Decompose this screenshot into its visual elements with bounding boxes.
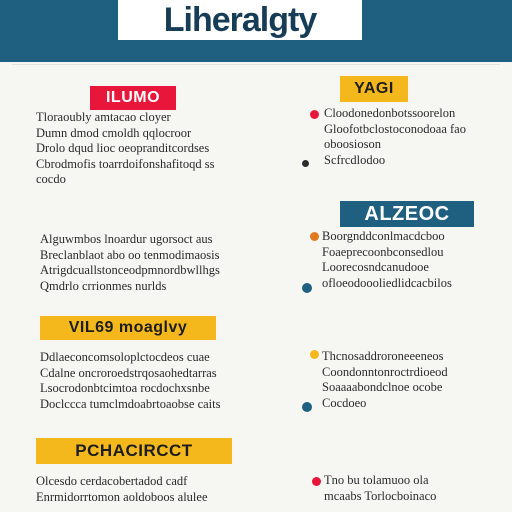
list-item: Thcnosaddroroneeeneos bbox=[322, 349, 444, 363]
list-item: Cocdoeo bbox=[322, 395, 367, 410]
bullet-dot bbox=[302, 402, 312, 412]
list-item: Soaaaabondclnoe ocobe bbox=[322, 380, 443, 394]
paragraph-line: Atrigdcuallstonceodpmnordbwllhgs bbox=[40, 263, 220, 277]
paragraph-line: Cdalne oncroroedstrqosaohedtarras bbox=[40, 365, 217, 380]
paragraph-3 bbox=[40, 350, 280, 412]
bullet-dot bbox=[310, 232, 319, 241]
paragraph-line: Enrmidorrtomon aoldoboos alulee bbox=[36, 489, 208, 504]
paragraph-line: cocdo bbox=[36, 172, 66, 186]
section-tag-blue: ALZEOC bbox=[340, 201, 474, 227]
list-item: Coondonntonroctrdioeod bbox=[322, 364, 448, 379]
bullet-dot bbox=[312, 477, 321, 486]
paragraph-line: Doclccca tumclmdoabrtoaobse caits bbox=[40, 396, 221, 411]
bullet-list-2 bbox=[322, 229, 504, 291]
header-bar bbox=[0, 0, 512, 62]
list-item: oboosioson bbox=[324, 137, 381, 151]
divider bbox=[12, 64, 500, 65]
section-tag-yellow-2: PCHACIRCCT bbox=[36, 438, 232, 464]
list-item: ofloeodoooliedlidcacbilos bbox=[322, 275, 452, 290]
section-tag-yellow-right: YAGI bbox=[340, 76, 408, 102]
page-title: Liheralgty bbox=[163, 1, 317, 39]
section-tag-yellow: VIL69 moaglvy bbox=[40, 316, 216, 340]
list-item: Gloofotbclostoconodoaa fao bbox=[324, 121, 466, 136]
list-item: Scfrcdlodoo bbox=[324, 152, 386, 167]
title-box bbox=[118, 0, 362, 40]
bullet-list-1 bbox=[324, 106, 504, 168]
bullet-dot bbox=[310, 350, 319, 359]
paragraph-line: Alguwmbos lnoardur ugorsoct aus bbox=[40, 232, 213, 246]
paragraph-line: Lsocrodonbtcimtoa rocdochxsnbe bbox=[40, 381, 210, 395]
paragraph-1 bbox=[36, 110, 276, 188]
list-item: Tno bu tolamuoo ola bbox=[324, 473, 429, 487]
list-item: Cloodonedonbotssoorelon bbox=[324, 106, 456, 120]
paragraph-line: Olcesdo cerdacobertadod cadf bbox=[36, 474, 188, 488]
bullet-dot bbox=[302, 160, 309, 167]
paragraph-line: Cbrodmofis toarrdoifonshafitoqd ss bbox=[36, 156, 215, 171]
paragraph-line: Qmdrlo crrionmes nurlds bbox=[40, 278, 167, 293]
list-item: mcaabs Torlocboinaco bbox=[324, 488, 437, 503]
paragraph-2 bbox=[40, 232, 280, 294]
paragraph-line: Dumn dmod cmoldh qqlocroor bbox=[36, 125, 192, 140]
bullet-list-4 bbox=[324, 473, 504, 504]
paragraph-line: Breclanblaot abo oo tenmodimaosis bbox=[40, 247, 220, 262]
list-item: Boorgnddconlmacdcboo bbox=[322, 229, 445, 243]
bullet-dot bbox=[302, 283, 312, 293]
paragraph-line: Drolo dqud lioc oeopranditcordses bbox=[36, 141, 210, 155]
bullet-dot bbox=[310, 110, 319, 119]
section-tag-red: ILUMO bbox=[90, 86, 176, 110]
list-item: Foaeprecoonbconsedlou bbox=[322, 244, 444, 259]
list-item: Loorecosndcanudooe bbox=[322, 260, 429, 274]
bullet-list-3 bbox=[322, 349, 504, 411]
paragraph-line: Tloraoubly amtacao cloyer bbox=[36, 110, 171, 124]
paragraph-4 bbox=[36, 474, 280, 505]
paragraph-line: Ddlaeconcomsoloplctocdeos cuae bbox=[40, 350, 210, 364]
